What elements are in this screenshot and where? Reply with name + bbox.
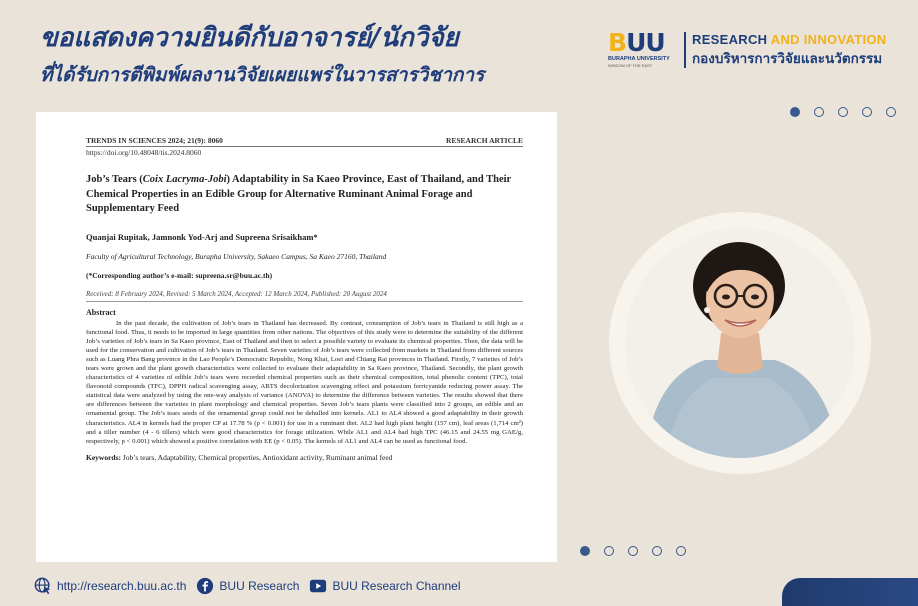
- footer-website[interactable]: [34, 577, 186, 595]
- top-carousel-dot-3[interactable]: [838, 107, 848, 117]
- corresponding-author: (*Corresponding author’s e-mail: supreena.sr@buu.ac.th): [86, 270, 273, 280]
- facebook-page-name: BUU Research: [219, 579, 300, 593]
- brand-divider: [684, 32, 686, 68]
- article-type: RESEARCH ARTICLE: [445, 136, 523, 145]
- bottom-carousel-dot-1[interactable]: [580, 546, 590, 556]
- brand-name-en-research: RESEARCH: [692, 31, 771, 47]
- keywords-label: Keywords:: [86, 452, 121, 462]
- journal-header: [86, 136, 523, 147]
- headline-line-1: ขอแสดงความยินดีกับอาจารย์/นักวิจัย: [40, 23, 459, 53]
- footer-youtube[interactable]: [309, 577, 460, 595]
- facebook-icon: [196, 577, 214, 595]
- footer-facebook[interactable]: [196, 577, 299, 595]
- top-carousel-dots: [790, 107, 896, 117]
- top-carousel-dot-4[interactable]: [862, 107, 872, 117]
- buu-logo-letters: [608, 30, 680, 56]
- keywords-list: Job’s tears, Adaptability, Chemical properties, Antioxidant activity, Ruminant animal feed: [122, 452, 393, 462]
- youtube-icon: [309, 577, 327, 595]
- brand-name-en-innovation: AND INNOVATION: [770, 31, 887, 47]
- website-url: http://research.buu.ac.th: [57, 579, 187, 593]
- abstract-body: In the past decade, the cultivation of Job’s tears in Thailand has decreased. By contrast, consumption of Job’s tears in Thailand is still high as a functional food. Thus, it needs to be imported in large quantities from other nations. The objectives of this study were to determine the suitability of the different Job’s varieties of Job’s tears in Sa Kaeo province, East of Thailand and then to select a possible variety to evaluate its chemical properties. Then, the data will be used for the conservation and cultivation of Job’s tears in Thailand. Seven varieties of Job’s tears were collected from markets in Thailand from different sources such as Luang Phra Bang province in the Lao People’s Democratic Republic, Nong Khai, Loei and Chiang Rai provinces in Thailand. Firstly, 7 varieties of Job’s tears were grown and the plant growth characteristics were collected to evaluate their adaptability in Sa Kaeo province, Thailand. Secondly, the plant growth characteristics of 4 varieties of edible Job’s tears were recorded chemical properties such as their chemical composition, total phenolic content (TPC), total flavonoid compounds (TFC), DPPH radical scavenging assay, ABTS decolorization scavenging effect and potassium ferricyanide reducing power assay. The statistical data were analyzed by using the one-way analysis of variance (ANOVA) to determine the difference between varieties. The results showed that there are differences between the varieties in plant morphology and chemical properties. Seven Job’s tears plants were classified into 2 groups, an edible and an ornamental group. The Job’s tears seeds of the ornamental group could not be dehulled into kernels. AL1 to AL4 showed a good adaptability in their growth characteristics. AL4 in kernels had the proper CP at 17.78 % (p < 0.001) for use in a ruminant diet. AL2 had high plant height (157 cm), leaf areas (1,714 cm²) and a tiller number (4 - 6 tillers) which were good characteristics for forage utilization. While AL1 and AL4 had high TPC (46.15 and 24.55 mg GAE/g, respectively, p < 0.001) which showed a positive correlation with EE (p < 0.05). The kernels of AL1 and AL4 can be used as functional food.: [86, 319, 523, 445]
- journal-citation: TRENDS IN SCIENCES 2024; 21(9): 8060: [86, 136, 223, 145]
- brand-text: [692, 32, 886, 69]
- footer: [34, 575, 471, 597]
- paper-authors: Quanjai Rupitak, Jamnonk Yod-Arj and Supreena Srisaikham*: [86, 231, 318, 242]
- doi-link[interactable]: https://doi.org/10.48048/tis.2024.8060: [86, 148, 202, 157]
- top-carousel-dot-1[interactable]: [790, 107, 800, 117]
- buu-logo-mark: [608, 30, 680, 70]
- top-carousel-dot-5[interactable]: [886, 107, 896, 117]
- paper-title-italic: Coix Lacryma-Jobi: [142, 174, 227, 185]
- youtube-channel-name: BUU Research Channel: [332, 579, 461, 593]
- paper-title: [86, 173, 523, 217]
- headline-line-2: ที่ได้รับการตีพิมพ์ผลงานวิจัยเผยแพร่ในวารสารวิชาการ: [40, 64, 485, 86]
- bottom-carousel-dot-4[interactable]: [652, 546, 662, 556]
- bottom-carousel-dot-3[interactable]: [628, 546, 638, 556]
- headline: [40, 20, 580, 90]
- bottom-carousel-dot-2[interactable]: [604, 546, 614, 556]
- brand-name-th: กองบริหารการวิจัยและนวัตกรรม: [692, 50, 883, 67]
- paper-affiliation: Faculty of Agricultural Technology, Burapha University, Sakaeo Campus, Sa Kaeo 27160, Thailand: [86, 251, 387, 261]
- paper-title-post: ) Adaptability in Sa Kaeo Province, East of Thailand, and Their Chemical Properties in an Edible Group for Alternative Ruminant Animal Forage and Supplementary Feed: [86, 174, 512, 214]
- paper-title-pre: Job’s Tears (: [86, 174, 143, 185]
- buu-logo-b: B: [608, 28, 627, 57]
- globe-cursor-icon: [34, 577, 52, 595]
- paper-page: [36, 112, 557, 562]
- buu-logo-uu: UU: [626, 28, 665, 57]
- brand-name-en: [692, 32, 886, 47]
- bottom-carousel-dot-5[interactable]: [676, 546, 686, 556]
- brand-logo: [608, 30, 886, 70]
- paper-dates: Received: 8 February 2024, Revised: 5 March 2024, Accepted: 12 March 2024, Published: 20 August 2024: [86, 290, 523, 302]
- buu-logo-subtitle: BURAPHA UNIVERSITY: [608, 56, 670, 62]
- researcher-photo: [625, 228, 855, 458]
- footer-decorative-bar: [782, 578, 918, 606]
- researcher-portrait-illustration: [625, 228, 855, 458]
- buu-logo-tagline: WISDOM OF THE EAST: [608, 63, 653, 68]
- paper-keywords: [86, 453, 523, 462]
- abstract-heading: Abstract: [86, 307, 116, 317]
- bottom-carousel-dots: [580, 546, 686, 556]
- top-carousel-dot-2[interactable]: [814, 107, 824, 117]
